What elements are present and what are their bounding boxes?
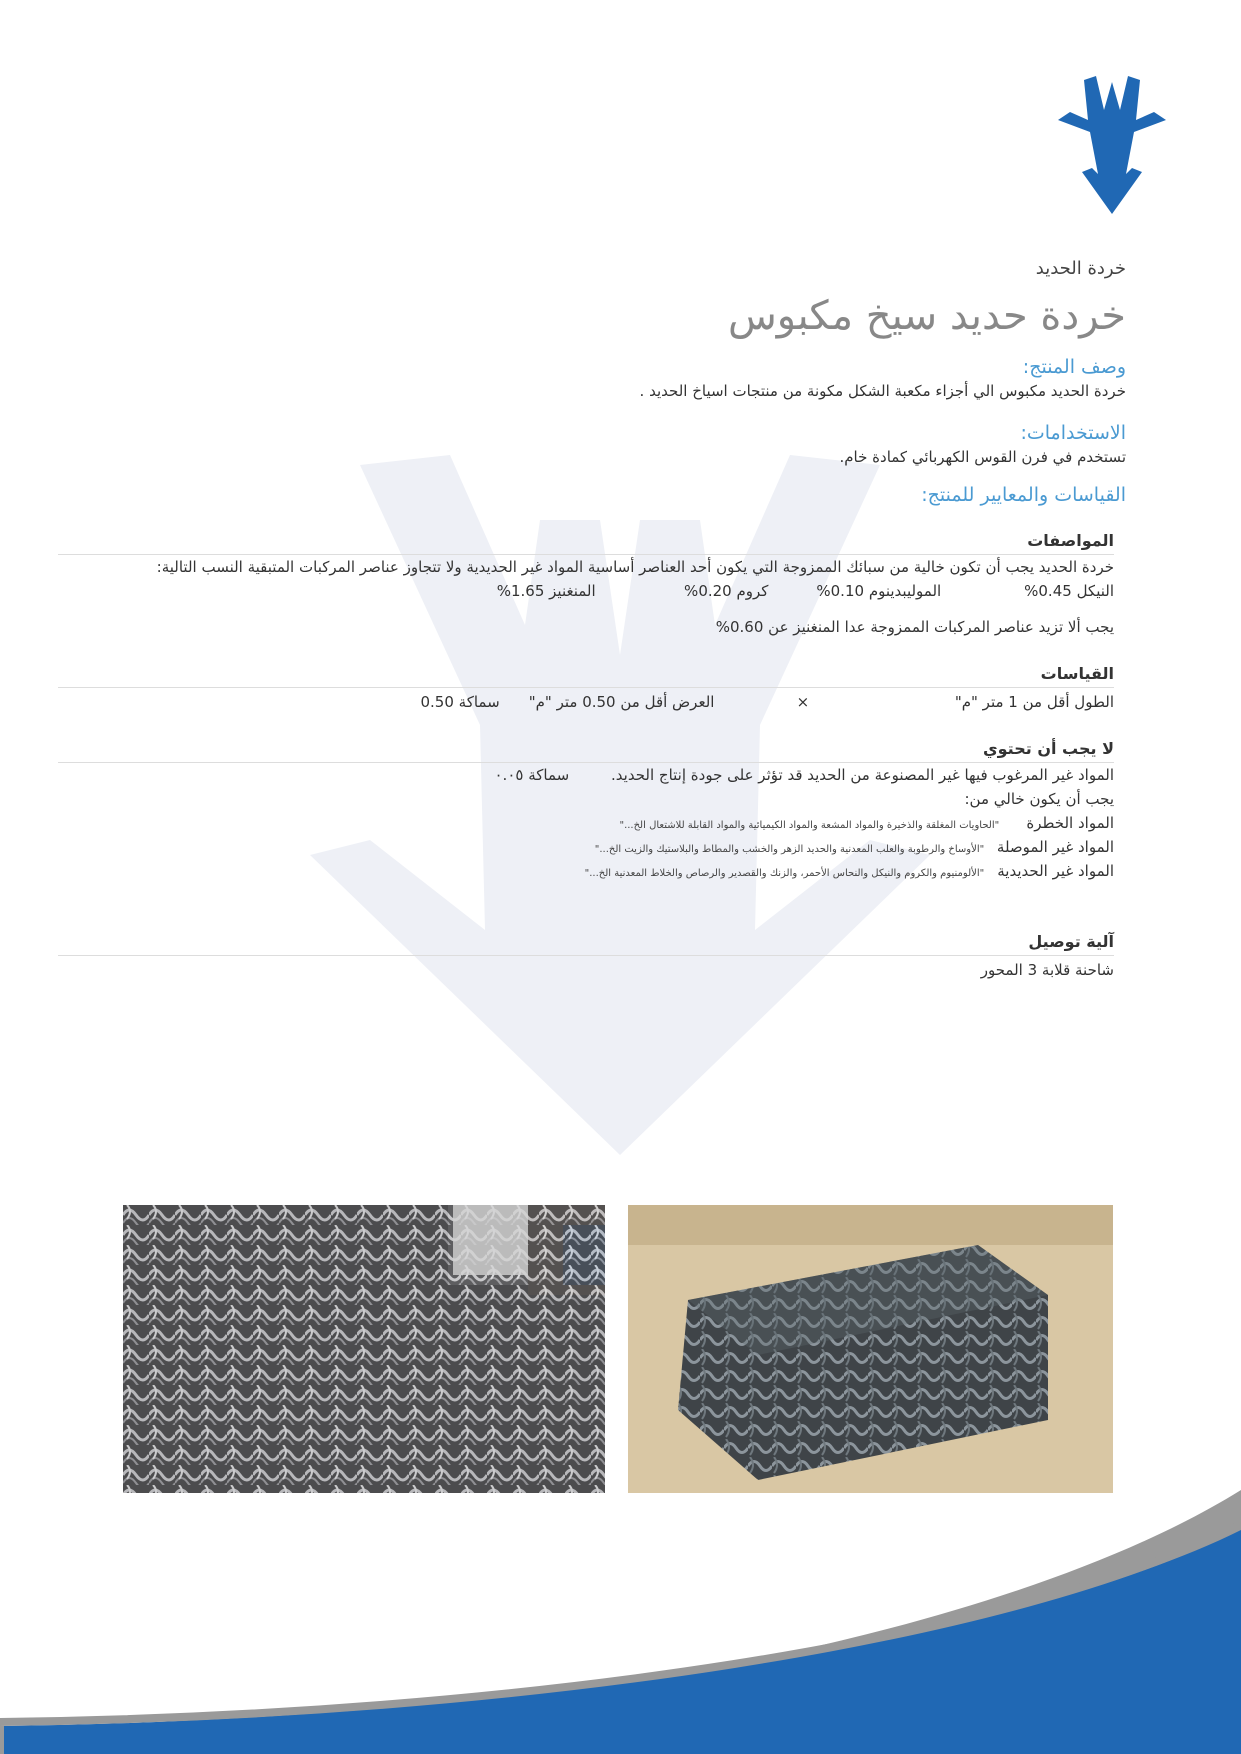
- exclusions-text: المواد غير المرغوب فيها غير المصنوعة من الحديد قد تؤثر على جودة إنتاج الحديد.: [611, 766, 1114, 784]
- exclusion-item: [70, 835, 1114, 859]
- scrap-pile-photo: [123, 1205, 605, 1493]
- dimensions-row: [70, 690, 1114, 714]
- product-title: خردة حديد سيخ مكبوس: [727, 293, 1126, 339]
- exclusions-heading: لا يجب أن تحتوي: [982, 739, 1114, 758]
- exclusion-item: [70, 859, 1114, 883]
- exclusion-label: المواد غير الحديدية: [997, 862, 1114, 880]
- specs-elements: [70, 579, 1114, 603]
- specs-section: [70, 528, 1114, 639]
- company-logo-icon: [1040, 72, 1185, 217]
- divider: [58, 687, 1114, 688]
- dimension-width: العرض أقل من 0.50 متر "م": [528, 693, 715, 711]
- exclusion-detail: "الأوساخ والرطوبة والعلب المعدنية والحديد الزهر والخشب والمطاط والبلاستيك والزيت الخ...": [594, 844, 985, 855]
- element-manganese: المنغنيز 1.65%: [496, 582, 596, 600]
- delivery-section: [70, 929, 1114, 982]
- element-nickel: النيكل 0.45%: [1024, 582, 1114, 600]
- exclusion-detail: "الألومنيوم والكروم والنيكل والنحاس الأحمر، والزنك والقصدير والرصاص والخلاط المعدنية الخ...": [584, 868, 985, 879]
- dimension-times: ×: [796, 693, 810, 711]
- exclusions-line2: يجب أن يكون خالي من:: [964, 790, 1114, 808]
- exclusion-item: [70, 811, 1114, 835]
- exclusions-thickness: سماكة ٠.٠٥: [494, 766, 570, 784]
- element-molybdenum: الموليبدينوم 0.10%: [816, 582, 942, 600]
- exclusion-label: المواد الخطرة: [1026, 814, 1114, 832]
- specs-note: يجب ألا تزيد عناصر المركبات الممزوجة عدا المنغنيز عن 0.60%: [715, 618, 1114, 636]
- document-content: [70, 258, 1126, 982]
- dimensions-heading: القياسات: [1040, 664, 1114, 683]
- delivery-text: شاحنة قلابة 3 المحور: [980, 961, 1114, 979]
- exclusion-label: المواد غير الموصلة: [996, 838, 1114, 856]
- compressed-bale-photo: [628, 1205, 1113, 1493]
- specs-heading: المواصفات: [1027, 531, 1114, 550]
- divider: [58, 955, 1114, 956]
- uses-text: تستخدم في فرن القوس الكهربائي كمادة خام.: [839, 448, 1126, 466]
- dimension-thickness: سماكة 0.50: [420, 693, 500, 711]
- specs-line: خردة الحديد يجب أن تكون خالية من سبائك الممزوجة التي يكون أحد العناصر أساسية المواد غير الحديدية ولا تتجاوز عناصر المركبات المتبقية النسب التالية:: [156, 558, 1114, 576]
- product-photos: [123, 1205, 1113, 1493]
- uses-heading: الاستخدامات:: [1020, 422, 1126, 444]
- standards-heading: القياسات والمعايير للمنتج:: [921, 484, 1126, 506]
- dimension-length: الطول أقل من 1 متر "م": [954, 693, 1114, 711]
- footer-wave: [0, 1490, 1241, 1754]
- exclusions-line: [70, 763, 1114, 787]
- description-heading: وصف المنتج:: [1022, 356, 1126, 378]
- product-category: خردة الحديد: [1035, 258, 1126, 279]
- dimensions-section: [70, 661, 1114, 714]
- description-text: خردة الحديد مكبوس الي أجزاء مكعبة الشكل مكونة من منتجات اسياخ الحديد .: [639, 382, 1126, 400]
- exclusion-detail: "الحاويات المغلقة والذخيرة والمواد المشعة والمواد الكيميائية والمواد القابلة للاشتعال الخ...": [619, 820, 1000, 831]
- exclusions-section: [70, 736, 1114, 883]
- element-chromium: كروم 0.20%: [684, 582, 769, 600]
- delivery-heading: آلية توصيل: [1028, 932, 1114, 951]
